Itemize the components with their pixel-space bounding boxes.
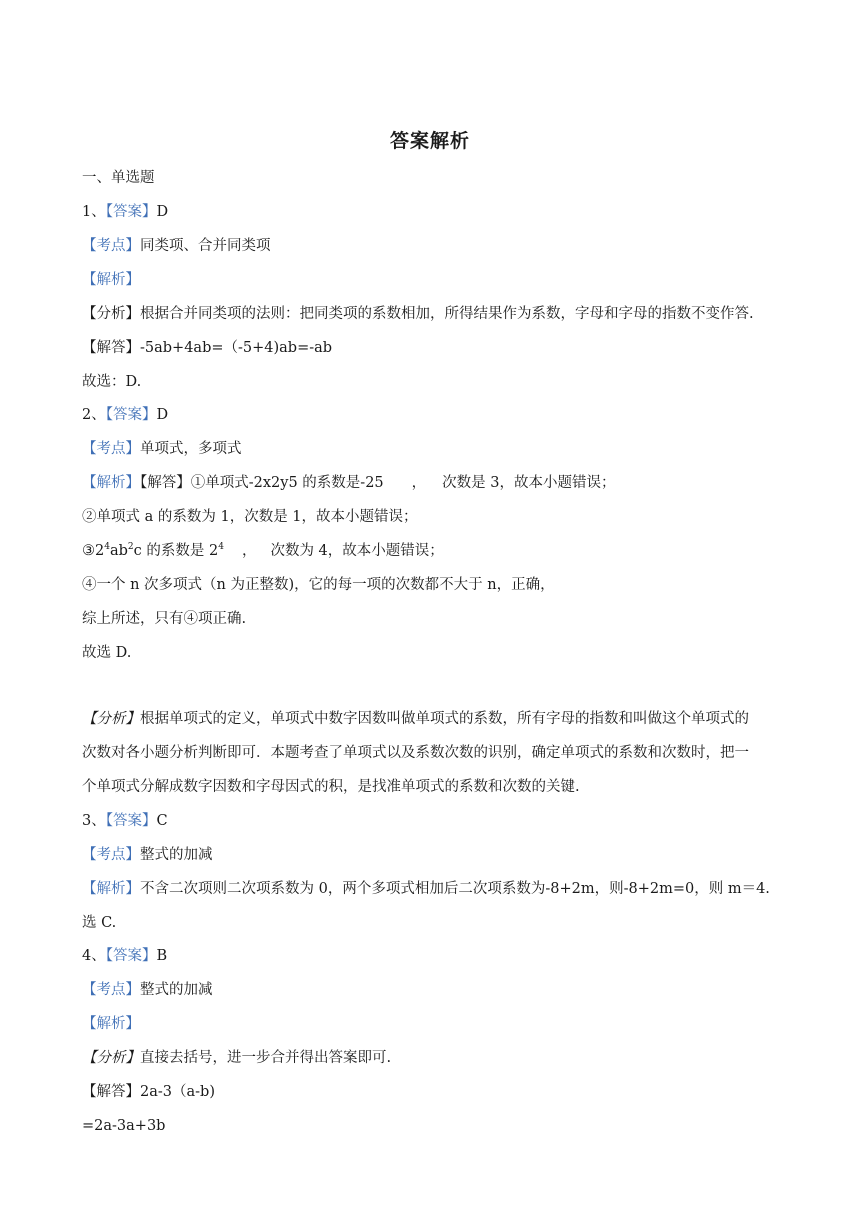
q2-item3-pre: ③2: [82, 543, 105, 559]
q1-jieda: -5ab+4ab=（-5+4)ab=-ab: [140, 340, 333, 356]
section-heading: 一、单选题: [82, 170, 155, 186]
q2-item3-rest: 次数为 4，故本小题错误；: [270, 543, 444, 559]
q2-item3-c: c 的系数是 2: [133, 543, 219, 559]
q2-fenxi-line-2: 次数对各小题分析判断即可．本题考查了单项式以及系数次数的识别，确定单项式的系数和次数时，把一: [82, 745, 749, 761]
q2-summary: 综上所述，只有④项正确.: [82, 611, 247, 627]
q2-kaodian-line: [82, 439, 242, 459]
q4-number: 4、: [82, 948, 106, 964]
q2-jiexi-tag: 【解析】: [82, 475, 140, 491]
q2-conclusion: 故选 D.: [82, 645, 132, 661]
q2-item3-comma: ，: [241, 543, 257, 559]
q1-kaodian-line: [82, 236, 271, 256]
q3-kaodian-tag: 【考点】: [82, 847, 140, 863]
q2-item1-a: ①单项式-2x2y5 的系数是-25: [190, 475, 384, 491]
q4-kaodian: 整式的加减: [140, 982, 213, 998]
q1-jiexi-tag: 【解析】: [82, 272, 140, 288]
q2-fenxi-line-1: [82, 709, 749, 729]
q2-jieda-tag: 【解答】: [140, 475, 191, 491]
q4-answer: B: [156, 948, 168, 964]
q3-answer: C: [156, 813, 168, 829]
q1-kaodian-tag: 【考点】: [82, 238, 140, 254]
q2-item1-b: ，: [411, 475, 427, 491]
q4-fenxi-tag: 【分析】: [82, 1050, 140, 1066]
q4-step: =2a-3a+3b: [82, 1118, 166, 1134]
q2-fenxi-tag: 【分析】: [82, 711, 140, 727]
q3-number: 3、: [82, 813, 106, 829]
q1-answer-line: [82, 202, 168, 222]
q1-fenxi: 根据合并同类项的法则：把同类项的系数相加，所得结果作为系数，字母和字母的指数不变作答.: [140, 306, 754, 322]
q2-item3-sup1: 4: [104, 542, 110, 553]
q1-jiexi-line: [82, 270, 140, 290]
q1-jieda-line: [82, 338, 332, 358]
q2-kaodian-tag: 【考点】: [82, 441, 140, 457]
q4-jiexi-tag: 【解析】: [82, 1016, 140, 1032]
q4-answer-tag: 【答案】: [105, 948, 157, 964]
q2-item4: ④一个 n 次多项式（n 为正整数)，它的每一项的次数都不大于 n，正确，: [82, 577, 555, 593]
q3-jiexi-line: [82, 879, 770, 899]
q4-answer-line: [82, 946, 167, 966]
q4-jieda-tag: 【解答】: [82, 1084, 140, 1100]
q3-kaodian-line: [82, 845, 213, 865]
q4-jieda: 2a-3（a-b): [140, 1084, 215, 1100]
q4-fenxi: 直接去括号，进一步合并得出答案即可.: [140, 1050, 392, 1066]
q2-item3-sup3: 4: [218, 542, 224, 553]
q2-fenxi-line-3: 个单项式分解成数字因数和字母因式的积，是找准单项式的系数和次数的关键.: [82, 779, 580, 795]
q4-kaodian-line: [82, 980, 213, 1000]
q2-item3-line: [82, 541, 444, 561]
q3-kaodian: 整式的加减: [140, 847, 213, 863]
q4-jieda-line: [82, 1082, 215, 1102]
q3-conclusion: 选 C.: [82, 915, 117, 931]
q1-conclusion: 故选：D.: [82, 374, 142, 390]
q1-fenxi-tag: 【分析】: [82, 306, 140, 322]
q1-kaodian: 同类项、合并同类项: [140, 238, 271, 254]
q4-fenxi-line: [82, 1048, 391, 1068]
q4-jiexi-line: [82, 1014, 140, 1034]
q4-kaodian-tag: 【考点】: [82, 982, 140, 998]
q1-jieda-tag: 【解答】: [82, 340, 140, 356]
q2-item3-mid: ab: [109, 543, 128, 559]
q2-answer: D: [156, 407, 169, 423]
q2-kaodian: 单项式，多项式: [140, 441, 242, 457]
q1-answer: D: [156, 204, 169, 220]
q2-answer-tag: 【答案】: [105, 407, 157, 423]
q2-item3-sup2: 2: [127, 542, 134, 553]
q2-item1-c: 次数是 3，故本小题错误；: [442, 475, 616, 491]
q2-item1-line: [82, 473, 616, 493]
q2-item2: ②单项式 a 的系数为 1，次数是 1，故本小题错误；: [82, 509, 418, 525]
q2-fenxi-1: 根据单项式的定义，单项式中数字因数叫做单项式的系数，所有字母的指数和叫做这个单项式的: [140, 711, 749, 727]
q2-answer-line: [82, 405, 168, 425]
q1-number: 1、: [82, 204, 106, 220]
q1-fenxi-line: [82, 304, 754, 324]
q3-answer-tag: 【答案】: [105, 813, 157, 829]
q2-number: 2、: [82, 407, 106, 423]
q3-jiexi-tag: 【解析】: [82, 881, 140, 897]
page-title: 答案解析: [389, 130, 470, 152]
q3-answer-line: [82, 811, 168, 831]
q3-jiexi: 不含二次项则二次项系数为 0，两个多项式相加后二次项系数为-8+2m，则-8+2m=0，则 m＝4.: [140, 881, 770, 897]
q1-answer-tag: 【答案】: [105, 204, 157, 220]
